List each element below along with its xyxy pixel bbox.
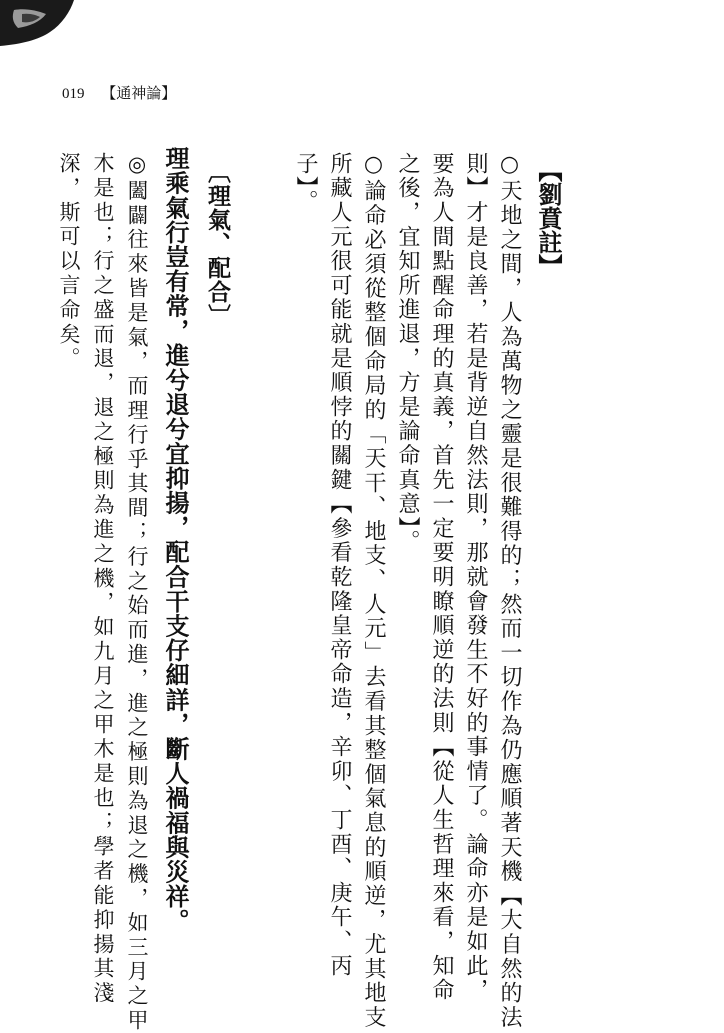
verse-text: 理乘氣行豈有常，進兮退兮宜抑揚，配合干支仔細詳，斷人禍福與災祥。 [161,146,189,934]
page-number: 019 [62,86,85,102]
running-head: 【通神論】 [101,84,177,102]
annotation-line: 則】才是良善，若是背逆自然法則，那就會發生不好的事情了。論命亦是如此， [463,152,488,1003]
annotation-line: ○論命必須從整個命局的「天干、地支、人元」去看其整個氣息的順逆，尤其地支 [361,152,386,1030]
page-header [62,82,176,103]
annotation-line: 子】。 [293,152,318,214]
commentary-line: 深，斯可以言命矣。 [57,152,81,372]
corner-scan-mark [0,0,74,46]
annotation-line: 所藏人元很可能就是順悖的關鍵【參看乾隆皇帝命造，辛卯、丁酉、庚午、丙 [327,152,352,979]
section-heading: 〔理氣、配合〕 [204,160,230,328]
annotation-line: 之後，宜知所進退，方是論命真意】。 [395,152,420,555]
commentary-line: ◎闔闢往來皆是氣，而理行乎其間；行之始而進，進之極則為退之機，如三月之甲 [125,152,149,1033]
annotation-line: ○天地之間，人為萬物之靈是很難得的；然而一切作為仍應順著天機【大自然的法 [497,152,522,1030]
commentary-line: 木是也；行之盛而退，退之極則為進之機，如九月之甲木是也；學者能抑揚其淺 [91,152,115,1006]
annotation-line: 要為人間點醒命理的真義，首先一定要明瞭順逆的法則【從人生哲理來看，知命 [429,152,454,1003]
annotation-title: 【劉賁註】 [534,158,562,278]
